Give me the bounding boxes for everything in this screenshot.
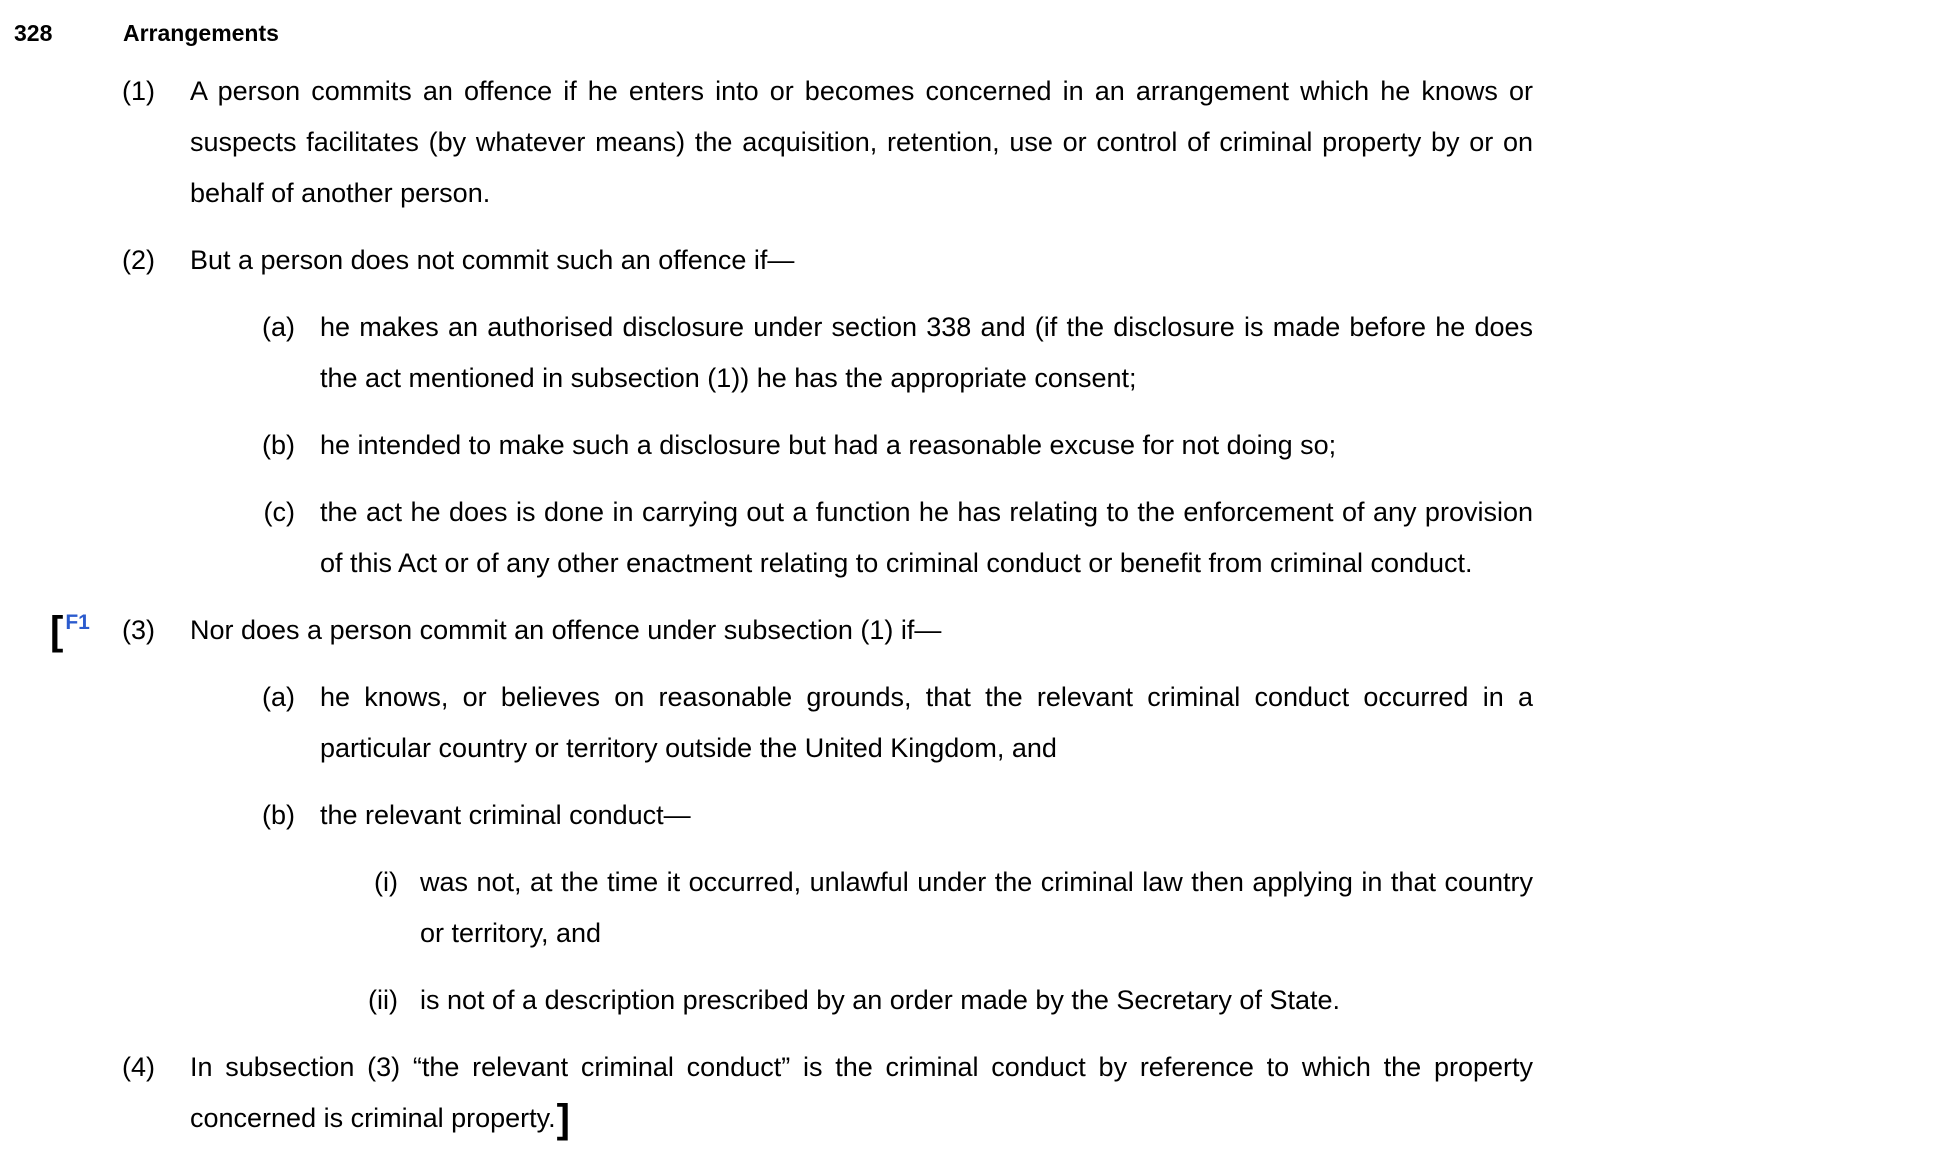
provision-label xyxy=(240,487,320,589)
provision-text xyxy=(190,605,1533,656)
provision-number: (b) xyxy=(262,430,295,460)
provision-text xyxy=(420,857,1533,959)
provision-text xyxy=(320,487,1533,589)
provision-text-body: But a person does not commit such an offence if— xyxy=(190,245,795,275)
provision-text-body: A person commits an offence if he enters into or becomes concerned in an arrangement which he knows or suspects facilitates (by whatever means) the acquisition, retention, use or control of criminal property by or on behalf of another person. xyxy=(190,76,1533,208)
provision-label xyxy=(103,235,190,286)
provision-text-body: he knows, or believes on reasonable grounds, that the relevant criminal conduct occurred in a particular country or territory outside the United Kingdom, and xyxy=(320,682,1533,763)
provision-text xyxy=(420,975,1533,1026)
provision-label xyxy=(103,66,190,219)
provision-list xyxy=(0,66,1936,1144)
provision-text-body: In subsection (3) “the relevant criminal conduct” is the criminal conduct by reference to which the property concerned is criminal property. xyxy=(190,1052,1533,1133)
provision-label xyxy=(50,605,190,656)
provision-number: (c) xyxy=(263,497,295,527)
provision-row xyxy=(240,487,1936,589)
provision-row xyxy=(103,235,1936,286)
provision-text-body: was not, at the time it occurred, unlawful under the criminal law then applying in that country or territory, and xyxy=(420,867,1533,948)
provision-label xyxy=(345,975,420,1026)
provision-row xyxy=(240,672,1936,774)
amendment-open-bracket: [ xyxy=(50,609,64,653)
provision-text-body: he intended to make such a disclosure but had a reasonable excuse for not doing so; xyxy=(320,430,1337,460)
amendment-start-marker xyxy=(50,605,90,658)
provision-text xyxy=(320,302,1533,404)
provision-row xyxy=(240,302,1936,404)
provision-number: (a) xyxy=(262,312,295,342)
provision-number: (i) xyxy=(374,867,398,897)
provision-row xyxy=(103,66,1936,219)
provision-text-body: Nor does a person commit an offence under subsection (1) if— xyxy=(190,615,942,645)
provision-text xyxy=(320,420,1533,471)
provision-text xyxy=(320,672,1533,774)
provision-text-body: is not of a description prescribed by an order made by the Secretary of State. xyxy=(420,985,1340,1015)
provision-number: (ii) xyxy=(368,985,398,1015)
provision-row xyxy=(50,605,1936,656)
provision-number: (a) xyxy=(262,682,295,712)
provision-row xyxy=(345,975,1936,1026)
amendment-close-bracket: ] xyxy=(556,1097,570,1141)
provision-number: (3) xyxy=(122,615,155,645)
provision-row xyxy=(240,420,1936,471)
provision-label xyxy=(240,302,320,404)
provision-row xyxy=(240,790,1936,841)
section-number: 328 xyxy=(14,20,53,46)
provision-number: (b) xyxy=(262,800,295,830)
provision-text-body: he makes an authorised disclosure under section 338 and (if the disclosure is made before he does the act mentioned in subsection (1)) he has the appropriate consent; xyxy=(320,312,1533,393)
amendment-ref-link[interactable]: F1 xyxy=(65,611,90,634)
provision-row xyxy=(345,857,1936,959)
provision-text-body: the act he does is done in carrying out a function he has relating to the enforcement of any provision of this Act or of any other enactment relating to criminal conduct or benefit from criminal conduct. xyxy=(320,497,1533,578)
section-title: Arrangements xyxy=(123,20,279,46)
provision-text xyxy=(190,66,1533,219)
provision-number: (4) xyxy=(122,1052,155,1082)
provision-label xyxy=(240,672,320,774)
provision-label xyxy=(240,790,320,841)
provision-row xyxy=(103,1042,1936,1144)
provision-text xyxy=(190,235,1533,286)
provision-label xyxy=(240,420,320,471)
provision-number: (1) xyxy=(122,76,155,106)
provision-label xyxy=(345,857,420,959)
provision-text xyxy=(190,1042,1533,1144)
provision-label xyxy=(103,1042,190,1144)
provision-number: (2) xyxy=(122,245,155,275)
provision-text xyxy=(320,790,1533,841)
provision-text-body: the relevant criminal conduct— xyxy=(320,800,691,830)
section-header xyxy=(14,16,1936,50)
